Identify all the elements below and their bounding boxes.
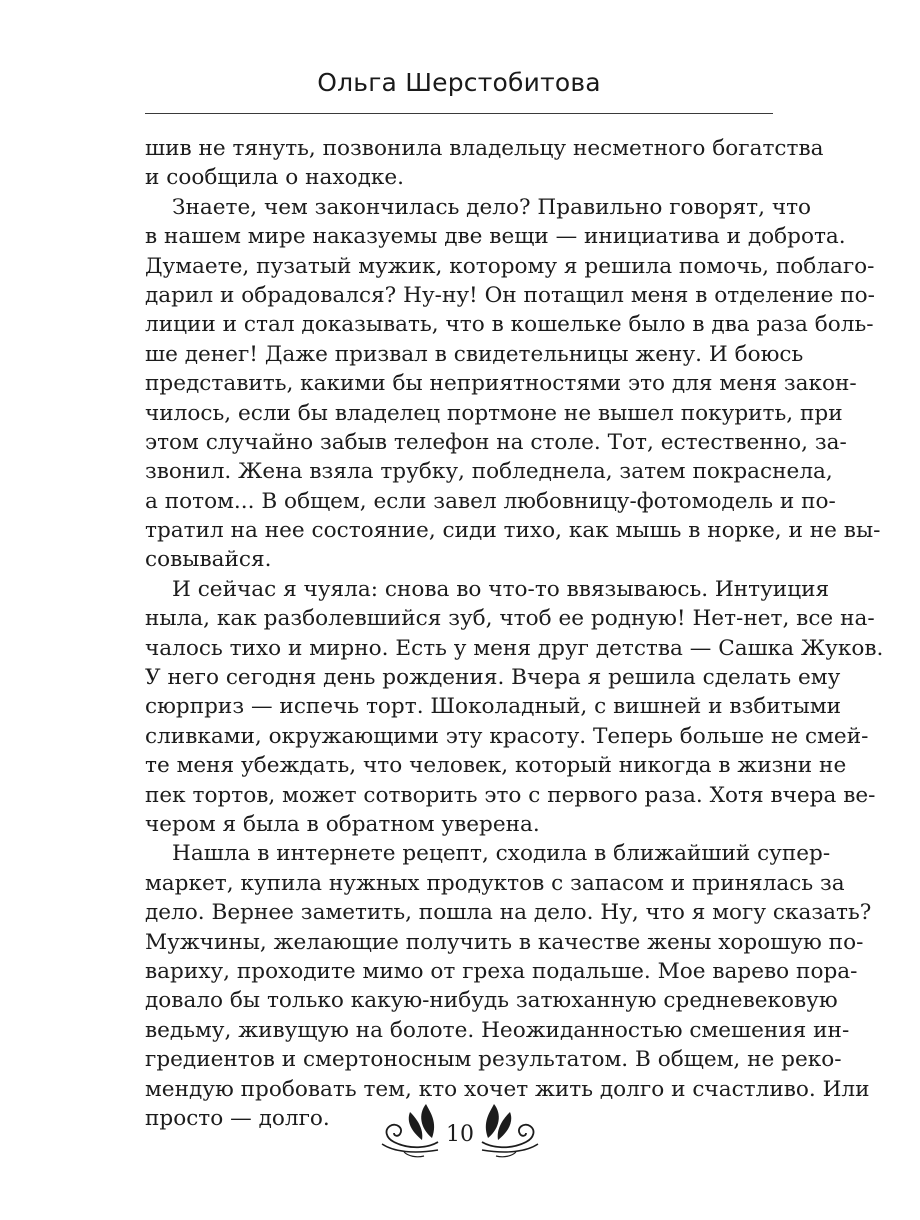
text-line: вариху, проходите мимо от греха подальше. Мое варево пора- [145, 958, 858, 984]
text-line: просто — долго. [145, 1105, 330, 1131]
text-line: в нашем мире наказуемы две вещи — инициатива и доброта. [145, 224, 846, 250]
text-line: ше денег! Даже призвал в свидетельницы жену. И боюсь [145, 341, 804, 367]
text-line: Мужчины, желающие получить в качестве жены хорошую по- [145, 929, 864, 955]
page-footer [380, 1102, 540, 1162]
text-line: чилось, если бы владелец портмоне не вышел покурить, при [145, 400, 843, 426]
text-line: дарил и обрадовался? Ну-ну! Он потащил меня в отделение по- [145, 282, 875, 308]
text-line: звонил. Жена взяла трубку, побледнела, затем покраснела, [145, 459, 833, 485]
body-text [145, 134, 884, 1133]
text-line: И сейчас я чуяла: снова во что-то ввязываюсь. Интуиция [172, 576, 830, 602]
text-line: ныла, как разболевшийся зуб, чтоб ее родную! Нет-нет, все на- [145, 606, 875, 632]
text-line: а потом... В общем, если завел любовницу-фотомодель и по- [145, 488, 836, 514]
left-flourish-icon [380, 1102, 442, 1162]
text-line: маркет, купила нужных продуктов с запасом и принялась за [145, 870, 845, 896]
text-line: Думаете, пузатый мужик, которому я решила помочь, поблаго- [145, 253, 875, 279]
running-header-author: Ольга Шерстобитова [317, 68, 601, 97]
text-line: чалось тихо и мирно. Есть у меня друг детства — Сашка Жуков. [145, 635, 884, 661]
text-line: дело. Вернее заметить, пошла на дело. Ну, что я могу сказать? [145, 900, 872, 926]
page-number: 10 [446, 1122, 474, 1147]
right-flourish-icon [478, 1102, 540, 1162]
text-line: ведьму, живущую на болоте. Неожиданностью смешения ин- [145, 1017, 850, 1043]
text-line: представить, какими бы неприятностями это для меня закон- [145, 371, 857, 397]
text-line: гредиентов и смертоносным результатом. В общем, не реко- [145, 1047, 842, 1073]
text-line: Нашла в интернете рецепт, сходила в ближайший супер- [172, 841, 831, 867]
text-line: довало бы только какую-нибудь затюханную средневековую [145, 988, 838, 1014]
text-line: лиции и стал доказывать, что в кошельке было в два раза боль- [145, 312, 874, 338]
text-line: сливками, окружающими эту красоту. Теперь больше не смей- [145, 723, 869, 749]
text-line: и сообщила о находке. [145, 165, 405, 191]
text-line: шив не тянуть, позвонила владельцу несметного богатства [145, 136, 824, 161]
text-line: пек тортов, может сотворить это с первого раза. Хотя вчера ве- [145, 782, 876, 808]
header-divider [145, 113, 773, 114]
text-line: Знаете, чем закончилась дело? Правильно говорят, что [172, 194, 812, 220]
text-line: чером я была в обратном уверена. [145, 811, 540, 837]
text-line: У него сегодня день рождения. Вчера я решила сделать ему [145, 665, 841, 691]
text-line: этом случайно забыв телефон на столе. Тот, естественно, за- [145, 429, 847, 455]
text-line: те меня убеждать, что человек, который никогда в жизни не [145, 753, 847, 779]
text-line: совывайся. [145, 547, 272, 573]
text-line: сюрприз — испечь торт. Шоколадный, с вишней и взбитыми [145, 694, 842, 720]
text-line: тратил на нее состояние, сиди тихо, как мышь в норке, и не вы- [145, 518, 881, 544]
text-line: мендую пробовать тем, кто хочет жить долго и счастливо. Или [145, 1076, 870, 1102]
